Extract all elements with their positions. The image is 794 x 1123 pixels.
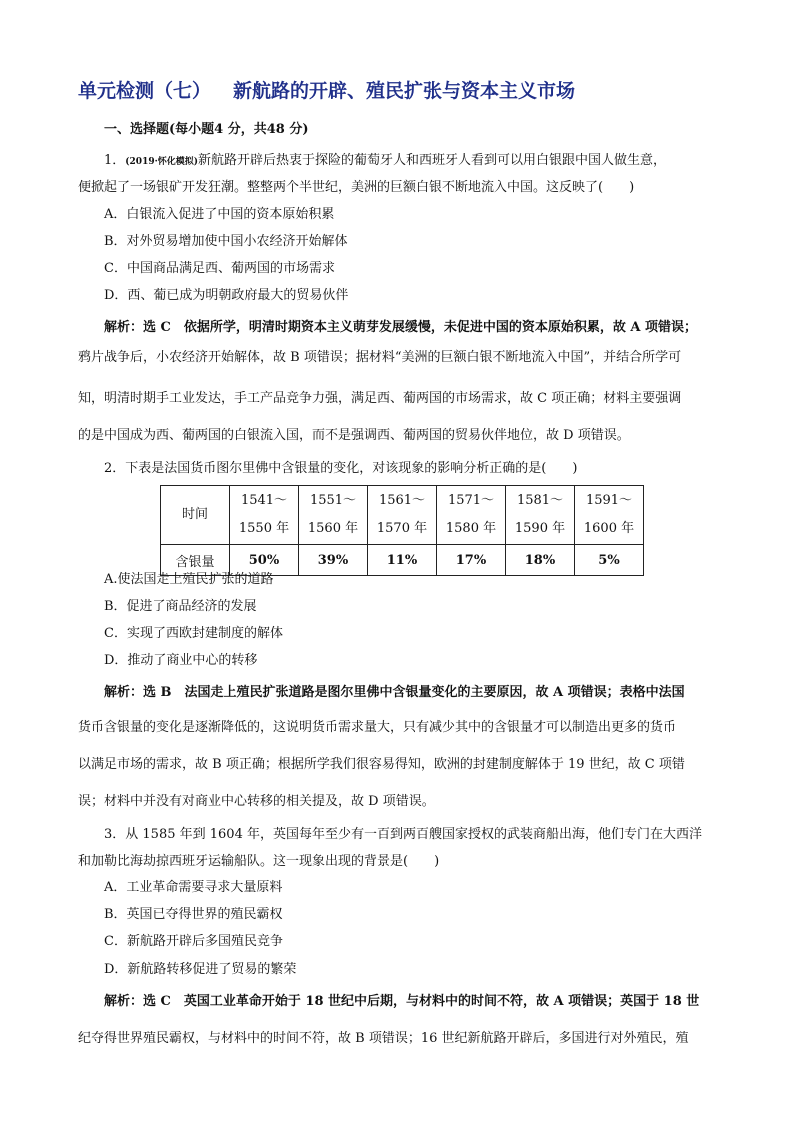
q2-analysis-line2: 货币含银量的变化是逐渐降低的，这说明货币需求量大，只有减少其中的含银量才可以制造出更多的货币: [78, 720, 677, 735]
table-cell-value: 5%: [575, 545, 644, 576]
table-cell-period: 1541～ 1550 年: [230, 486, 299, 545]
q1-option-c: C．中国商品满足西、葡两国的市场需求: [104, 261, 335, 276]
q3-line2: 和加勒比海劫掠西班牙运输船队。这一现象出现的背景是( ): [78, 854, 440, 869]
table-cell-value: 50%: [230, 545, 299, 576]
table-cell-period: 1591～ 1600 年: [575, 486, 644, 545]
q2-analysis-line4: 误；材料中并没有对商业中心转移的相关提及，故 D 项错误。: [78, 794, 435, 809]
q3-option-d: D．新航路转移促进了贸易的繁荣: [104, 962, 297, 977]
section-heading: 一、选择题(每小题4 分，共48 分): [104, 122, 309, 137]
q3-analysis-line1: 解析：选 C 英国工业革命开始于 18 世纪中后期，与材料中的时间不符，故 A 项错误；英国于 18 世: [104, 994, 700, 1009]
q2-analysis-line1: 解析：选 B 法国走上殖民扩张道路是图尔里佛中含银量变化的主要原因，故 A 项错误；表格中法国: [104, 685, 685, 700]
q1-analysis-line4: 的是中国成为西、葡两国的白银流入国，而不是强调西、葡两国的贸易伙伴地位，故 D 项错误。: [78, 428, 630, 443]
q1-option-a: A．白银流入促进了中国的资本原始积累: [104, 207, 335, 222]
title-topic: 新航路的开辟、殖民扩张与资本主义市场: [233, 80, 576, 102]
table-header-silver: 含银量: [161, 545, 230, 576]
table-row: [161, 486, 644, 545]
q3-option-c: C．新航路开辟后多国殖民竞争: [104, 934, 283, 949]
q1-option-b: B．对外贸易增加使中国小农经济开始解体: [104, 234, 348, 249]
q3-line1: 3．从 1585 年到 1604 年，英国每年至少有一百到两百艘国家授权的武装商船出海，他们专门在大西洋: [104, 827, 702, 842]
q1-option-d: D．西、葡已成为明朝政府最大的贸易伙伴: [104, 288, 349, 303]
silver-content-table: [160, 485, 644, 576]
q1-analysis-line1: 解析：选 C 依据所学，明清时期资本主义萌芽发展缓慢，未促进中国的资本原始积累，故 A 项错误；: [104, 320, 698, 335]
q2-option-b: B．促进了商品经济的发展: [104, 599, 257, 614]
table-cell-value: 11%: [368, 545, 437, 576]
q1-line2: 便掀起了一场银矿开发狂潮。整整两个半世纪，美洲的巨额白银不断地流入中国。这反映了( ): [78, 180, 635, 195]
q3-analysis-line2: 纪夺得世界殖民霸权，与材料中的时间不符，故 B 项错误；16 世纪新航路开辟后，多国进行对外殖民，殖: [78, 1031, 689, 1046]
table-cell-value: 39%: [299, 545, 368, 576]
table-cell-value: 18%: [506, 545, 575, 576]
document-title: [78, 76, 575, 103]
table-cell-period: 1571～ 1580 年: [437, 486, 506, 545]
q2-option-c: C．实现了西欧封建制度的解体: [104, 626, 283, 641]
table-cell-period: 1551～ 1560 年: [299, 486, 368, 545]
table-cell-period: 1581～ 1590 年: [506, 486, 575, 545]
q1-analysis-line3: 知，明清时期手工业发达，手工产品竞争力强，满足西、葡两国的市场需求，故 C 项正确；材料主要强调: [78, 391, 682, 406]
q2-stem: 2．下表是法国货币图尔里佛中含银量的变化，对该现象的影响分析正确的是( ): [104, 461, 578, 476]
q2-analysis-line3: 以满足市场的需求，故 B 项正确；根据所学我们很容易得知，欧洲的封建制度解体于 19 世纪，故 C 项错: [78, 757, 685, 772]
q2-option-d: D．推动了商业中心的转移: [104, 653, 258, 668]
table-cell-value: 17%: [437, 545, 506, 576]
q1-analysis-line2: 鸦片战争后，小农经济开始解体，故 B 项错误；据材料“美洲的巨额白银不断地流入中国”，并结合所学可: [78, 350, 682, 365]
q2-option-a: A.使法国走上殖民扩张的道路: [104, 572, 274, 587]
title-unit: 单元检测（七）: [78, 80, 212, 102]
table-row: [161, 545, 644, 576]
table-cell-period: 1561～ 1570 年: [368, 486, 437, 545]
q1-line1: 1．(2019·怀化模拟)新航路开辟后热衷于探险的葡萄牙人和西班牙人看到可以用白银跟中国人做生意，: [104, 153, 666, 168]
q1-source: (2019·怀化模拟): [125, 157, 198, 167]
q3-option-b: B．英国已夺得世界的殖民霸权: [104, 907, 283, 922]
q3-option-a: A．工业革命需要寻求大量原料: [104, 880, 283, 895]
table-header-time: 时间: [161, 486, 230, 545]
